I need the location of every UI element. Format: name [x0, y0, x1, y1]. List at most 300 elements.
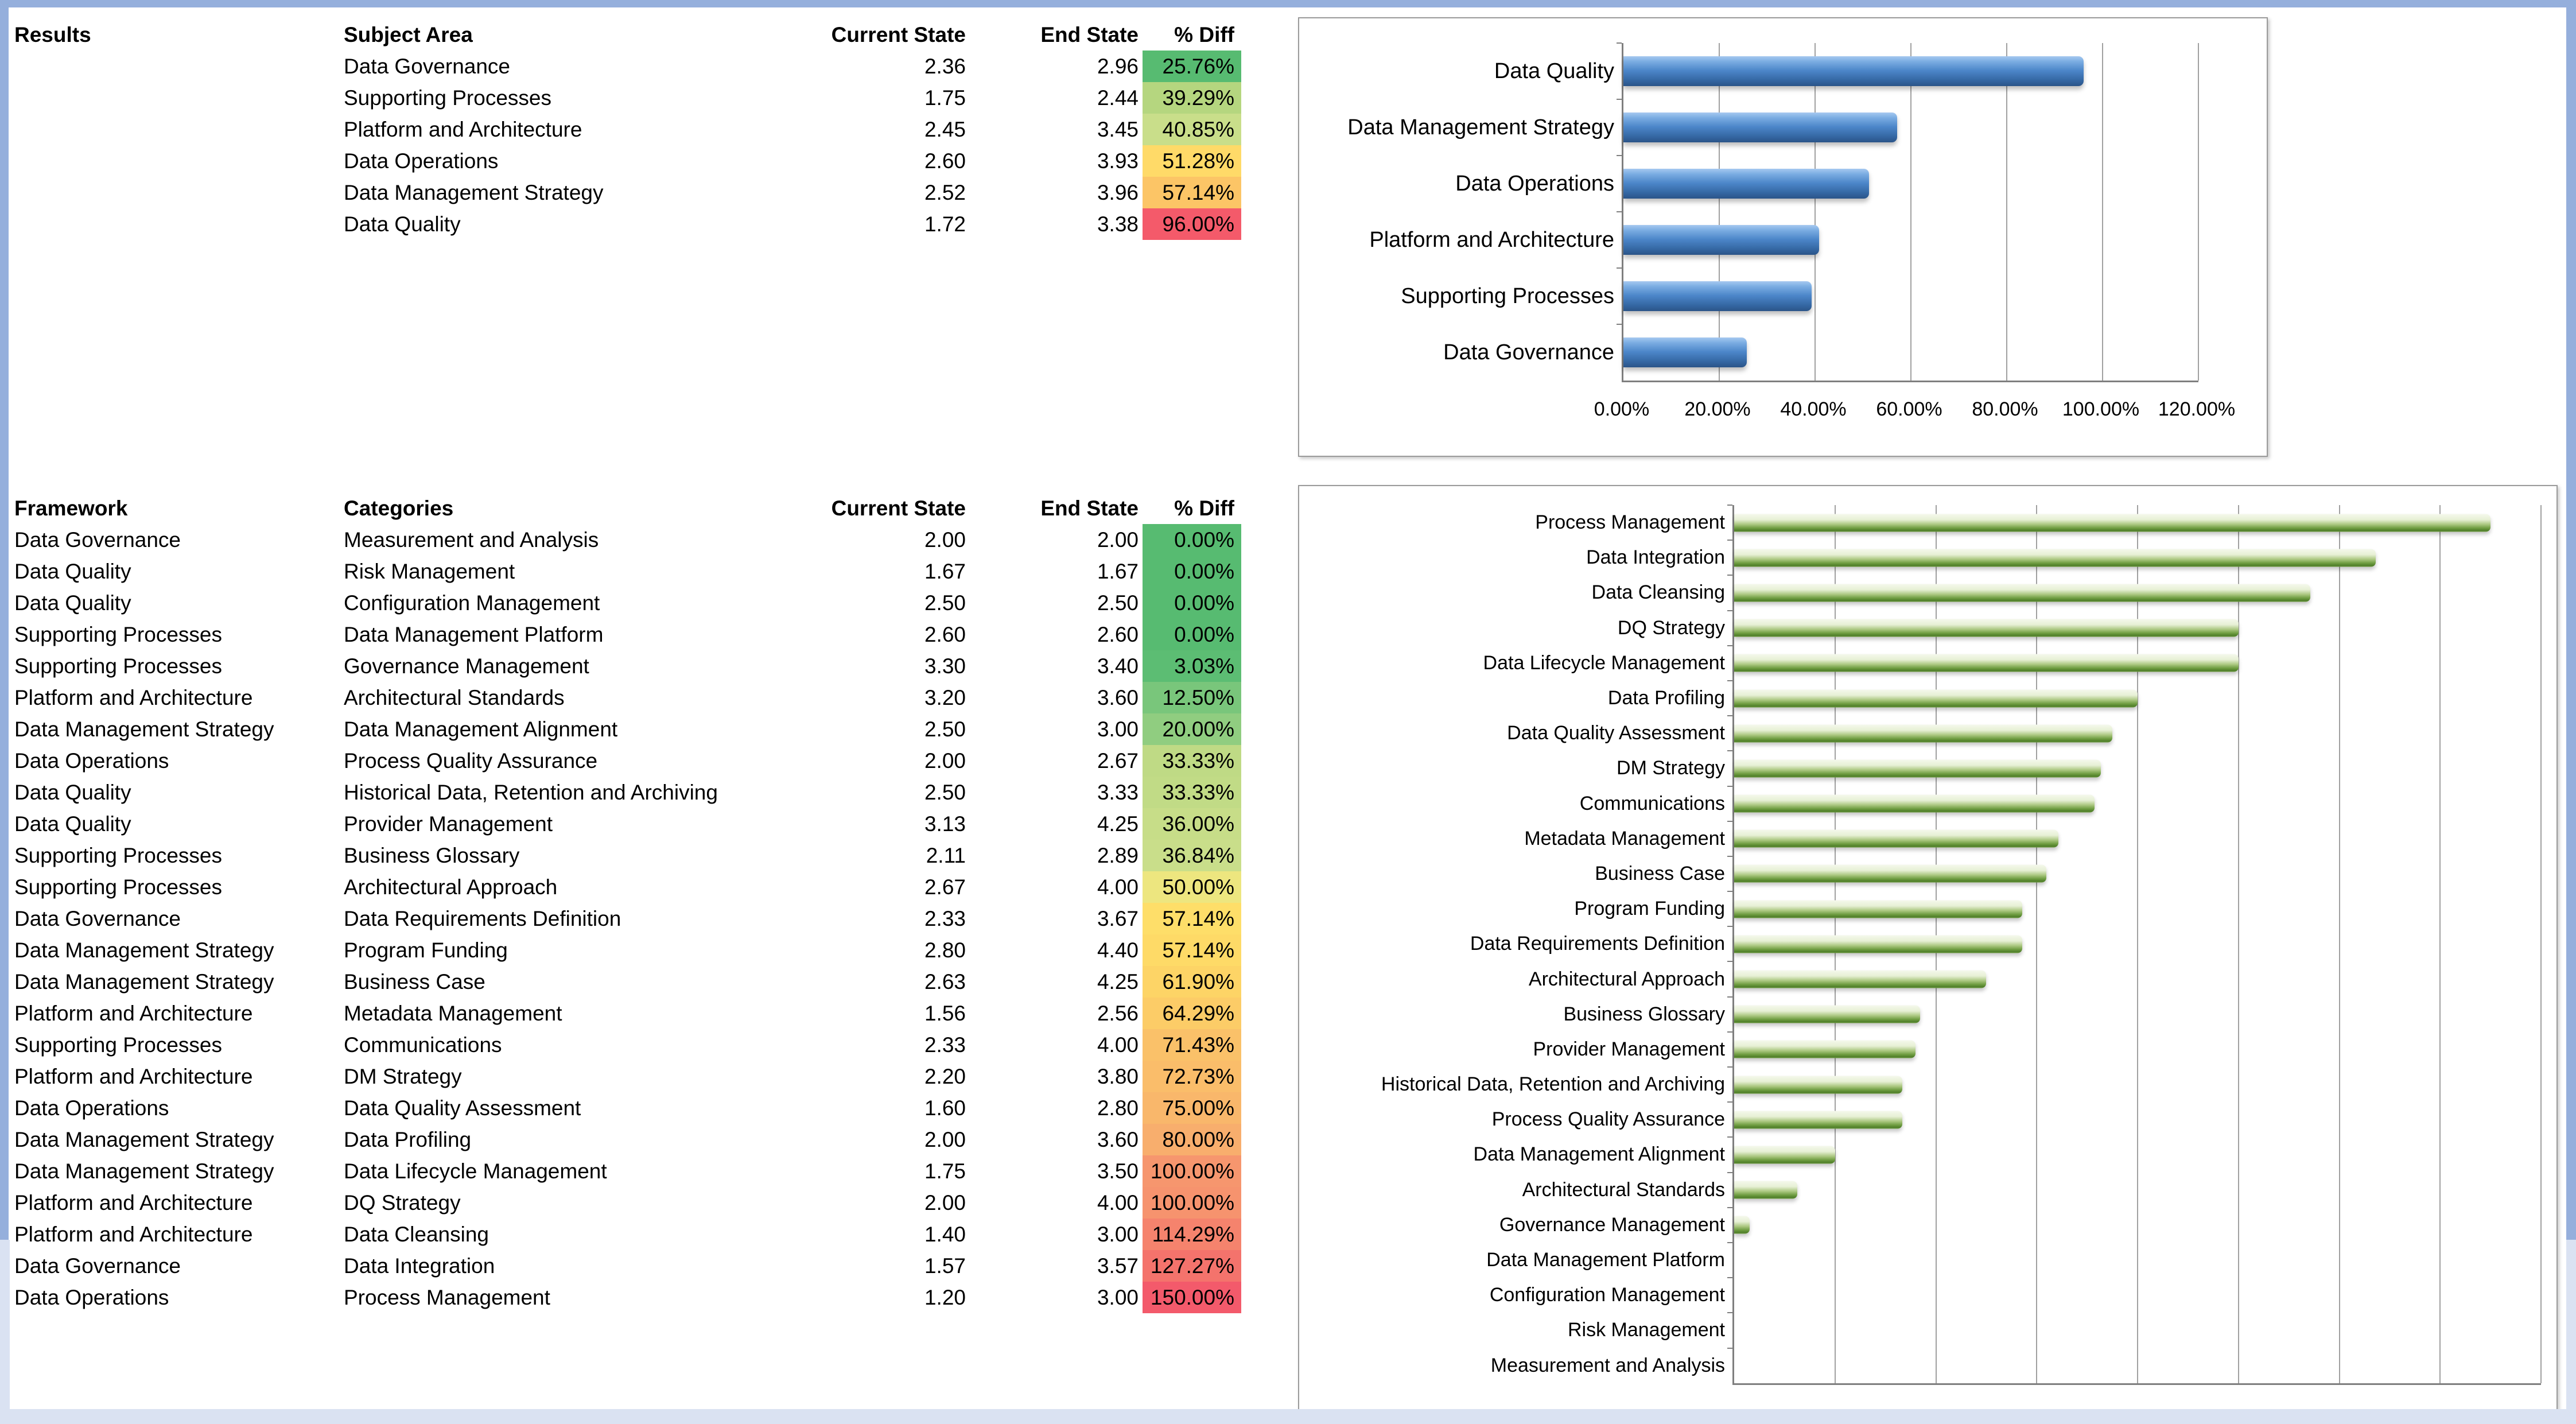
table-row: [9, 208, 1254, 240]
subject-area-plot-area: [1347, 43, 2198, 382]
cell-pct-diff: 3.03%: [1143, 650, 1241, 682]
cell-end-state: 3.67: [1097, 907, 1139, 930]
bar: [1734, 1041, 1916, 1058]
cell-framework: Data Quality: [14, 812, 131, 836]
chart-row: [1591, 575, 2541, 610]
cell-category: DM Strategy: [344, 1065, 462, 1088]
cell-framework: Platform and Architecture: [14, 1223, 253, 1246]
table-row: [9, 1187, 1254, 1219]
table-row: [9, 1282, 1254, 1313]
cell-pct-diff: 100.00%: [1143, 1155, 1241, 1187]
category-label: Data Governance: [1443, 340, 1614, 364]
bar: [1623, 56, 2084, 86]
cell-current-state: 2.60: [924, 149, 966, 173]
cell-category: Historical Data, Retention and Archiving: [344, 781, 718, 804]
chart-row: [1470, 926, 2541, 961]
cell-framework: Supporting Processes: [14, 654, 222, 678]
bar: [1734, 1146, 1835, 1163]
cell-current-state: 2.20: [924, 1065, 966, 1088]
bar: [1734, 654, 2239, 672]
framework-table: [9, 492, 1254, 1313]
cell-end-state: 2.89: [1097, 844, 1139, 867]
category-plot-area: [1381, 505, 2541, 1385]
cell-category: Business Glossary: [344, 844, 520, 867]
cell-framework: [14, 114, 339, 145]
subject-area-bar-chart: [1298, 17, 2268, 457]
bar: [1623, 112, 1897, 142]
category-label: Risk Management: [1567, 1319, 1725, 1341]
table-row: [9, 745, 1254, 777]
table-row: [9, 82, 1254, 114]
col-header-current-state: Current State: [831, 23, 966, 46]
col-header-pct-diff: % Diff: [1174, 23, 1234, 46]
chart-row: [1524, 821, 2541, 856]
chart-row: [1455, 156, 2198, 212]
cell-end-state: 4.40: [1097, 938, 1139, 962]
bar: [1734, 1181, 1797, 1199]
cell-pct-diff: 51.28%: [1143, 145, 1241, 177]
cell-current-state: 1.20: [924, 1286, 966, 1309]
cell-current-state: 2.45: [924, 118, 966, 141]
category-label: Data Integration: [1586, 546, 1725, 569]
cell-end-state: 2.80: [1097, 1096, 1139, 1120]
cell-current-state: 1.56: [924, 1002, 966, 1025]
table-row: [9, 587, 1254, 619]
cell-current-state: 1.60: [924, 1096, 966, 1120]
cell-current-state: 2.60: [924, 623, 966, 646]
cell-end-state: 3.80: [1097, 1065, 1139, 1088]
chart-row: [1489, 1278, 2541, 1313]
chart-row: [1563, 997, 2541, 1032]
chart-row: [1617, 611, 2541, 646]
table-row: [9, 934, 1254, 966]
x-axis-label: 120.00%: [2158, 398, 2236, 420]
cell-framework: Data Management Strategy: [14, 717, 274, 741]
chart-row: [1595, 856, 2541, 891]
cell-category: Communications: [344, 1033, 502, 1057]
bar: [1734, 900, 2022, 918]
cell-framework: Data Management Strategy: [14, 970, 274, 994]
bar: [1734, 549, 2376, 567]
framework-header-row: [9, 492, 1254, 524]
bar: [1734, 1006, 1920, 1023]
table-row: [9, 556, 1254, 587]
chart-row: [1507, 716, 2541, 751]
cell-framework: Data Quality: [14, 591, 131, 615]
chart-row: [1617, 751, 2541, 786]
category-label: Data Management Platform: [1486, 1249, 1725, 1271]
table-row: [9, 114, 1254, 145]
category-label: Data Profiling: [1607, 687, 1725, 709]
cell-end-state: 3.50: [1097, 1159, 1139, 1183]
cell-pct-diff: 40.85%: [1143, 114, 1241, 145]
chart-row: [1499, 1208, 2541, 1243]
cell-end-state: 3.33: [1097, 781, 1139, 804]
cell-current-state: 1.75: [924, 86, 966, 110]
chart-row: [1401, 268, 2198, 324]
cell-end-state: 3.93: [1097, 149, 1139, 173]
x-axis-label: 60.00%: [1876, 398, 1942, 420]
cell-pct-diff: 36.00%: [1143, 808, 1241, 840]
chart-row: [1486, 1243, 2541, 1278]
cell-current-state: 3.20: [924, 686, 966, 709]
table-row: [9, 619, 1254, 650]
cell-category: Data Quality Assessment: [344, 1096, 581, 1120]
cell-framework: [14, 208, 339, 240]
cell-category: Risk Management: [344, 560, 515, 583]
cell-category: Governance Management: [344, 654, 589, 678]
cell-framework: Platform and Architecture: [14, 1002, 253, 1025]
cell-pct-diff: 57.14%: [1143, 934, 1241, 966]
bar: [1623, 337, 1747, 367]
category-label: Architectural Standards: [1522, 1178, 1725, 1201]
chart-row: [1528, 961, 2541, 996]
cell-pct-diff: 127.27%: [1143, 1250, 1241, 1282]
table-row: [9, 650, 1254, 682]
cell-category: Architectural Standards: [344, 686, 565, 709]
cell-category: Process Quality Assurance: [344, 749, 598, 773]
category-label: Data Requirements Definition: [1470, 933, 1725, 955]
bar: [1734, 1111, 1902, 1128]
cell-framework: [14, 145, 339, 177]
chart-row: [1535, 505, 2541, 540]
cell-category: Data Requirements Definition: [344, 907, 621, 930]
category-label: Platform and Architecture: [1369, 227, 1614, 252]
cell-framework: Data Quality: [14, 560, 131, 583]
cell-current-state: 2.80: [924, 938, 966, 962]
table-row: [9, 871, 1254, 903]
chart-row: [1579, 786, 2541, 821]
cell-category: Program Funding: [344, 938, 508, 962]
table-row: [9, 524, 1254, 556]
cell-framework: Data Management Strategy: [14, 1128, 274, 1151]
cell-framework: Supporting Processes: [14, 844, 222, 867]
cell-pct-diff: 100.00%: [1143, 1187, 1241, 1219]
cell-category: Data Integration: [344, 1254, 495, 1278]
chart-row: [1490, 1348, 2541, 1383]
cell-category: DQ Strategy: [344, 1191, 461, 1215]
chart-row: [1347, 99, 2198, 156]
x-axis-label: 40.00%: [1780, 398, 1847, 420]
bar: [1734, 1216, 1750, 1234]
framework-title: Framework: [14, 496, 128, 520]
cell-end-state: 3.60: [1097, 686, 1139, 709]
cell-pct-diff: 20.00%: [1143, 713, 1241, 745]
cell-category: Data Management Strategy: [344, 181, 604, 204]
category-label: Data Quality Assessment: [1507, 722, 1725, 744]
cell-end-state: 4.00: [1097, 1191, 1139, 1215]
cell-framework: Data Governance: [14, 1254, 181, 1278]
cell-framework: Data Quality: [14, 781, 131, 804]
cell-pct-diff: 25.76%: [1143, 51, 1241, 82]
category-label: Data Management Alignment: [1473, 1143, 1725, 1166]
chart-row: [1494, 43, 2198, 99]
results-header-row: [9, 19, 1254, 51]
cell-current-state: 2.33: [924, 907, 966, 930]
category-label: DQ Strategy: [1617, 616, 1725, 639]
cell-category: Measurement and Analysis: [344, 528, 599, 552]
table-row: [9, 1061, 1254, 1092]
cell-current-state: 2.36: [924, 55, 966, 78]
cell-end-state: 3.45: [1097, 118, 1139, 141]
cell-end-state: 2.96: [1097, 55, 1139, 78]
cell-category: Platform and Architecture: [344, 118, 582, 141]
bar: [1734, 584, 2310, 602]
bar: [1623, 281, 1812, 311]
cell-framework: [14, 82, 339, 114]
chart-row: [1586, 540, 2541, 575]
col-header-pct-diff: % Diff: [1174, 496, 1234, 520]
cell-category: Data Governance: [344, 55, 511, 78]
cell-current-state: 2.00: [924, 1191, 966, 1215]
cell-framework: Data Operations: [14, 749, 169, 773]
table-row: [9, 998, 1254, 1029]
report-canvas: [9, 7, 2566, 1409]
cell-pct-diff: 12.50%: [1143, 682, 1241, 713]
cell-end-state: 2.44: [1097, 86, 1139, 110]
table-row: [9, 777, 1254, 808]
cell-framework: Platform and Architecture: [14, 1191, 253, 1215]
category-label: Communications: [1579, 792, 1725, 814]
cell-end-state: 2.56: [1097, 1002, 1139, 1025]
cell-category: Business Case: [344, 970, 485, 994]
table-row: [9, 808, 1254, 840]
bar: [1734, 971, 1986, 988]
cell-category: Data Profiling: [344, 1128, 472, 1151]
cell-end-state: 3.96: [1097, 181, 1139, 204]
cell-end-state: 2.00: [1097, 528, 1139, 552]
cell-framework: Platform and Architecture: [14, 1065, 253, 1088]
table-row: [9, 1219, 1254, 1250]
cell-category: Architectural Approach: [344, 875, 558, 899]
cell-end-state: 3.00: [1097, 1286, 1139, 1309]
cell-current-state: 2.50: [924, 781, 966, 804]
cell-current-state: 3.30: [924, 654, 966, 678]
frame-left-lower-band: [0, 1240, 10, 1424]
cell-current-state: 2.33: [924, 1033, 966, 1057]
cell-framework: [14, 177, 339, 208]
cell-category: Data Management Platform: [344, 623, 604, 646]
bar: [1734, 795, 2095, 813]
bar: [1734, 724, 2112, 742]
cell-category: Data Cleansing: [344, 1223, 489, 1246]
table-row: [9, 682, 1254, 713]
cell-category: Data Quality: [344, 212, 461, 236]
cell-pct-diff: 96.00%: [1143, 208, 1241, 240]
cell-pct-diff: 0.00%: [1143, 587, 1241, 619]
cell-framework: Data Governance: [14, 907, 181, 930]
cell-category: Data Operations: [344, 149, 499, 173]
cell-end-state: 2.60: [1097, 623, 1139, 646]
cell-pct-diff: 36.84%: [1143, 840, 1241, 871]
category-label: Metadata Management: [1524, 827, 1725, 849]
category-label: Historical Data, Retention and Archiving: [1381, 1073, 1725, 1096]
chart-row: [1483, 646, 2541, 681]
cell-end-state: 3.60: [1097, 1128, 1139, 1151]
cell-end-state: 3.40: [1097, 654, 1139, 678]
cell-pct-diff: 72.73%: [1143, 1061, 1241, 1092]
cell-current-state: 2.00: [924, 749, 966, 773]
category-label: Process Management: [1535, 511, 1725, 534]
cell-current-state: 1.67: [924, 560, 966, 583]
cell-pct-diff: 33.33%: [1143, 777, 1241, 808]
table-row: [9, 145, 1254, 177]
chart-row: [1491, 1102, 2541, 1137]
cell-end-state: 4.00: [1097, 1033, 1139, 1057]
cell-framework: Data Operations: [14, 1286, 169, 1309]
cell-pct-diff: 61.90%: [1143, 966, 1241, 998]
category-label: Governance Management: [1499, 1213, 1725, 1236]
col-header-categories: Categories: [344, 496, 454, 520]
cell-current-state: 2.50: [924, 717, 966, 741]
table-row: [9, 966, 1254, 998]
cell-category: Data Management Alignment: [344, 717, 618, 741]
bar: [1734, 865, 2046, 883]
cell-pct-diff: 57.14%: [1143, 903, 1241, 934]
table-row: [9, 1092, 1254, 1124]
results-table: [9, 19, 1254, 240]
category-bar-chart: [1298, 485, 2558, 1410]
results-title: Results: [14, 23, 91, 46]
bar: [1734, 935, 2022, 953]
cell-end-state: 4.00: [1097, 875, 1139, 899]
category-label: Data Quality: [1494, 59, 1614, 83]
category-label: Data Operations: [1455, 171, 1614, 196]
category-label: Data Lifecycle Management: [1483, 651, 1725, 674]
bar: [1734, 1076, 1902, 1093]
col-header-subject-area: Subject Area: [344, 23, 473, 46]
cell-end-state: 2.50: [1097, 591, 1139, 615]
category-label: Architectural Approach: [1528, 968, 1725, 990]
cell-framework: Platform and Architecture: [14, 686, 253, 709]
category-label: Provider Management: [1533, 1038, 1725, 1060]
bar: [1734, 514, 2490, 531]
category-label: Business Case: [1595, 862, 1725, 884]
cell-pct-diff: 0.00%: [1143, 619, 1241, 650]
cell-framework: Data Operations: [14, 1096, 169, 1120]
table-row: [9, 51, 1254, 82]
cell-category: Configuration Management: [344, 591, 600, 615]
category-label: Program Funding: [1574, 898, 1725, 920]
bar: [1623, 225, 1819, 255]
chart-row: [1473, 1137, 2541, 1172]
cell-current-state: 2.00: [924, 1128, 966, 1151]
cell-category: Supporting Processes: [344, 86, 551, 110]
col-header-end-state: End State: [1040, 23, 1139, 46]
table-row: [9, 903, 1254, 934]
cell-current-state: 2.50: [924, 591, 966, 615]
cell-pct-diff: 80.00%: [1143, 1124, 1241, 1155]
cell-framework: Data Management Strategy: [14, 1159, 274, 1183]
x-axis-label: 20.00%: [1684, 398, 1751, 420]
cell-end-state: 4.25: [1097, 970, 1139, 994]
chart-row: [1533, 1032, 2541, 1067]
cell-current-state: 3.13: [924, 812, 966, 836]
table-row: [9, 840, 1254, 871]
cell-framework: [14, 51, 339, 82]
table-row: [9, 1250, 1254, 1282]
cell-pct-diff: 0.00%: [1143, 524, 1241, 556]
cell-framework: Supporting Processes: [14, 875, 222, 899]
cell-pct-diff: 71.43%: [1143, 1029, 1241, 1061]
chart-row: [1369, 212, 2198, 268]
cell-current-state: 1.72: [924, 212, 966, 236]
category-label: Process Quality Assurance: [1491, 1108, 1725, 1131]
cell-pct-diff: 50.00%: [1143, 871, 1241, 903]
category-label: Configuration Management: [1489, 1284, 1725, 1306]
cell-current-state: 1.75: [924, 1159, 966, 1183]
cell-end-state: 1.67: [1097, 560, 1139, 583]
x-axis-label: 80.00%: [1972, 398, 2038, 420]
bar: [1734, 689, 2138, 707]
cell-pct-diff: 39.29%: [1143, 82, 1241, 114]
cell-current-state: 2.11: [926, 844, 966, 867]
table-row: [9, 1124, 1254, 1155]
x-axis-label: 0.00%: [1594, 398, 1650, 420]
cell-pct-diff: 0.00%: [1143, 556, 1241, 587]
cell-category: Metadata Management: [344, 1002, 562, 1025]
cell-current-state: 1.57: [924, 1254, 966, 1278]
table-row: [9, 1029, 1254, 1061]
cell-pct-diff: 150.00%: [1143, 1282, 1241, 1313]
category-label: DM Strategy: [1617, 757, 1725, 779]
cell-framework: Supporting Processes: [14, 1033, 222, 1057]
cell-category: Data Lifecycle Management: [344, 1159, 607, 1183]
cell-pct-diff: 75.00%: [1143, 1092, 1241, 1124]
cell-pct-diff: 33.33%: [1143, 745, 1241, 777]
bar: [1734, 619, 2239, 637]
category-label: Supporting Processes: [1401, 284, 1614, 308]
table-row: [9, 177, 1254, 208]
cell-current-state: 2.00: [924, 528, 966, 552]
chart-row: [1522, 1173, 2541, 1208]
bar: [1734, 830, 2058, 848]
cell-current-state: 2.63: [924, 970, 966, 994]
x-axis-label: 100.00%: [2062, 398, 2140, 420]
cell-end-state: 3.00: [1097, 717, 1139, 741]
col-header-current-state: Current State: [831, 496, 966, 520]
cell-framework: Data Governance: [14, 528, 181, 552]
cell-end-state: 4.25: [1097, 812, 1139, 836]
cell-pct-diff: 57.14%: [1143, 177, 1241, 208]
cell-category: Provider Management: [344, 812, 553, 836]
cell-current-state: 1.40: [924, 1223, 966, 1246]
cell-framework: Data Management Strategy: [14, 938, 274, 962]
cell-end-state: 3.00: [1097, 1223, 1139, 1246]
table-row: [9, 1155, 1254, 1187]
cell-end-state: 3.38: [1097, 212, 1139, 236]
table-row: [9, 713, 1254, 745]
cell-current-state: 2.52: [924, 181, 966, 204]
col-header-end-state: End State: [1040, 496, 1139, 520]
category-label: Measurement and Analysis: [1490, 1354, 1725, 1376]
category-label: Business Glossary: [1563, 1003, 1725, 1025]
chart-row: [1443, 324, 2198, 381]
cell-pct-diff: 114.29%: [1143, 1219, 1241, 1250]
cell-current-state: 2.67: [924, 875, 966, 899]
cell-category: Process Management: [344, 1286, 550, 1309]
cell-end-state: 2.67: [1097, 749, 1139, 773]
chart-row: [1607, 681, 2541, 716]
cell-end-state: 3.57: [1097, 1254, 1139, 1278]
chart-row: [1574, 891, 2541, 926]
frame-right-lower-band: [2566, 1240, 2576, 1424]
bar: [1734, 759, 2101, 777]
chart-row: [1381, 1067, 2541, 1102]
category-label: Data Management Strategy: [1347, 115, 1614, 139]
chart-row: [1567, 1313, 2541, 1348]
cell-pct-diff: 64.29%: [1143, 998, 1241, 1029]
